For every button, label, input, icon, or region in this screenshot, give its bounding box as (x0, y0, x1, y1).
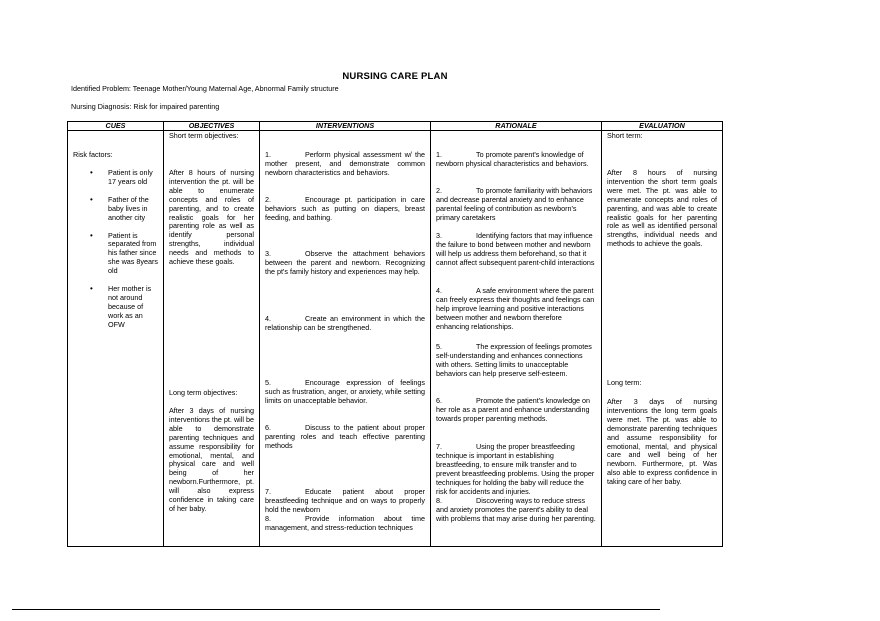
footer-divider (12, 609, 660, 610)
rationale-cell (431, 131, 602, 547)
risk-factor-item: • Patient is only 17 years old (68, 169, 159, 187)
care-plan-table (67, 121, 723, 547)
intervention-text: Discuss to the patient about proper parenting roles and teach effective parenting methods (265, 423, 425, 450)
table-header-row (68, 122, 723, 131)
rationale-text: A safe environment where the parent can freely express their thoughts and feelings can help improve learning and positive interactions between mother and newborn therefore enhancing relationships. (436, 286, 595, 331)
intervention-item (265, 424, 425, 451)
rationale-number: 5. (436, 342, 442, 351)
intervention-text: Encourage pt. participation in care behaviors such as putting on diapers, breast feeding, and bathing. (265, 195, 425, 222)
intervention-number: 5. (265, 378, 271, 387)
intervention-number: 6. (265, 423, 271, 432)
intervention-item (265, 151, 425, 178)
header-interventions: INTERVENTIONS (260, 122, 431, 131)
short-term-objectives-text: After 8 hours of nursing intervention the pt. will be able to enumerate concepts and roles of parenting, and to create realistic goals for her parenting role as well as identify personal strengths, individual needs and methods to achieve these goals. (169, 168, 254, 267)
rationale-text: Identifying factors that may influence the failure to bond between mother and newborn will help us address them beforehand, so that it cannot affect subsequent parent-child interactions (436, 231, 595, 267)
header-cues: CUES (68, 122, 164, 131)
intervention-number: 1. (265, 150, 271, 159)
intervention-text: Perform physical assessment w/ the mother present, and demonstrate common newborn characteristics and behaviors. (265, 150, 425, 177)
rationale-text: To promote familiarity with behaviors and decrease parental anxiety and to enhance parental feeling of contribution as newborn's primary caretakers (436, 186, 593, 222)
cues-label: Risk factors: (73, 150, 113, 159)
intervention-item (265, 488, 425, 515)
header-rationale: RATIONALE (431, 122, 602, 131)
intervention-number: 7. (265, 487, 271, 496)
rationale-number: 7. (436, 442, 442, 451)
nursing-diagnosis: Nursing Diagnosis: Risk for impaired parenting (71, 102, 220, 111)
cues-cell (68, 131, 164, 547)
intervention-text: Observe the attachment behaviors between the parent and newborn. Recognizing the pt's family history and experiences may help. (265, 249, 425, 276)
short-term-evaluation-text: After 8 hours of nursing intervention the short term goals were met. The pt. was able to enumerate concepts and roles of parenting, and was able to create realistic goals for her parenting role as well as identified personal strengths, individual needs and methods to achieve the goals. (607, 168, 717, 249)
rationale-text: The expression of feelings promotes self-understanding and enhances connections with others. Setting limits to unacceptable behaviors can help preserve self-esteem. (436, 342, 592, 378)
risk-factor-item: • Father of the baby lives in another city (68, 196, 159, 223)
rationale-number: 2. (436, 186, 442, 195)
rationale-text: Using the proper breastfeeding technique is important in establishing breastfeeding, to ensure milk transfer and to prevent breastfeeding problems. Using the proper techniques for holding the baby will reduce the risk for accidents and injuries. (436, 442, 595, 496)
rationale-item (436, 232, 596, 268)
intervention-text: Create an environment in which the relationship can be strengthened. (265, 314, 425, 332)
intervention-number: 8. (265, 514, 271, 523)
intervention-item (265, 379, 425, 406)
document-title: NURSING CARE PLAN (342, 71, 448, 82)
rationale-item (436, 287, 596, 332)
short-term-evaluation-label: Short term: (607, 131, 643, 140)
long-term-evaluation-text: After 3 days of nursing interventions the long term goals were met. The pt. was able to demonstrate parenting techniques and assume responsibility for emotional, mental, and physical care and well being of her newborn. Furthermore, pt. Was also able to express confidence in taking care of her baby. (607, 397, 717, 487)
intervention-number: 3. (265, 249, 271, 258)
rationale-number: 4. (436, 286, 442, 295)
rationale-item (436, 151, 596, 169)
rationale-item (436, 443, 596, 496)
risk-factor-item: • Her mother is not around because of work as an OFW (68, 285, 159, 330)
rationale-number: 3. (436, 231, 442, 240)
intervention-item (265, 196, 425, 223)
identified-problem: Identified Problem: Teenage Mother/Young Maternal Age, Abnormal Family structure (71, 84, 339, 93)
intervention-number: 4. (265, 314, 271, 323)
rationale-text: To promote parent's knowledge of newborn physical characteristics and behaviors. (436, 150, 589, 168)
long-term-evaluation-label: Long term: (607, 378, 642, 387)
rationale-text: Discovering ways to reduce stress and anxiety promotes the parent's ability to deal with problems that may arise during her parenting. (436, 496, 596, 523)
rationale-item (436, 397, 596, 424)
risk-factor-list (68, 169, 159, 330)
short-term-objectives-label: Short term objectives: (169, 131, 239, 140)
rationale-number: 6. (436, 396, 442, 405)
table-row (68, 131, 723, 547)
rationale-item (436, 343, 596, 379)
risk-factor-item: • Patient is separated from his father since she was 8years old (68, 232, 159, 277)
rationale-text: Promote the patient's knowledge on her role as a parent and enhance understanding towards proper parenting methods. (436, 396, 591, 423)
evaluation-cell (602, 131, 723, 547)
intervention-text: Educate patient about proper breastfeeding technique and on ways to properly hold the newborn (265, 487, 425, 514)
intervention-item (265, 250, 425, 277)
interventions-cell (260, 131, 431, 547)
intervention-item (265, 315, 425, 333)
objectives-cell (164, 131, 260, 547)
long-term-objectives-label: Long term objectives: (169, 388, 238, 397)
rationale-number: 1. (436, 150, 442, 159)
header-evaluation: EVALUATION (602, 122, 723, 131)
intervention-number: 2. (265, 195, 271, 204)
intervention-text: Encourage expression of feelings such as frustration, anger, or anxiety, while setting limits on unacceptable behavior. (265, 378, 425, 405)
rationale-item (436, 187, 596, 223)
long-term-objectives-text: After 3 days of nursing interventions the pt. will be able to demonstrate parenting techniques and assume responsibility for emotional, mental, and physical care and well being of her newborn.Furthermore, pt. will also express confidence in taking care of her baby. (169, 406, 254, 513)
rationale-number: 8. (436, 496, 442, 505)
header-objectives: OBJECTIVES (164, 122, 260, 131)
intervention-text: Provide information about time management, and stress-reduction techniques (265, 514, 425, 532)
rationale-item (436, 497, 596, 524)
intervention-item (265, 515, 425, 533)
